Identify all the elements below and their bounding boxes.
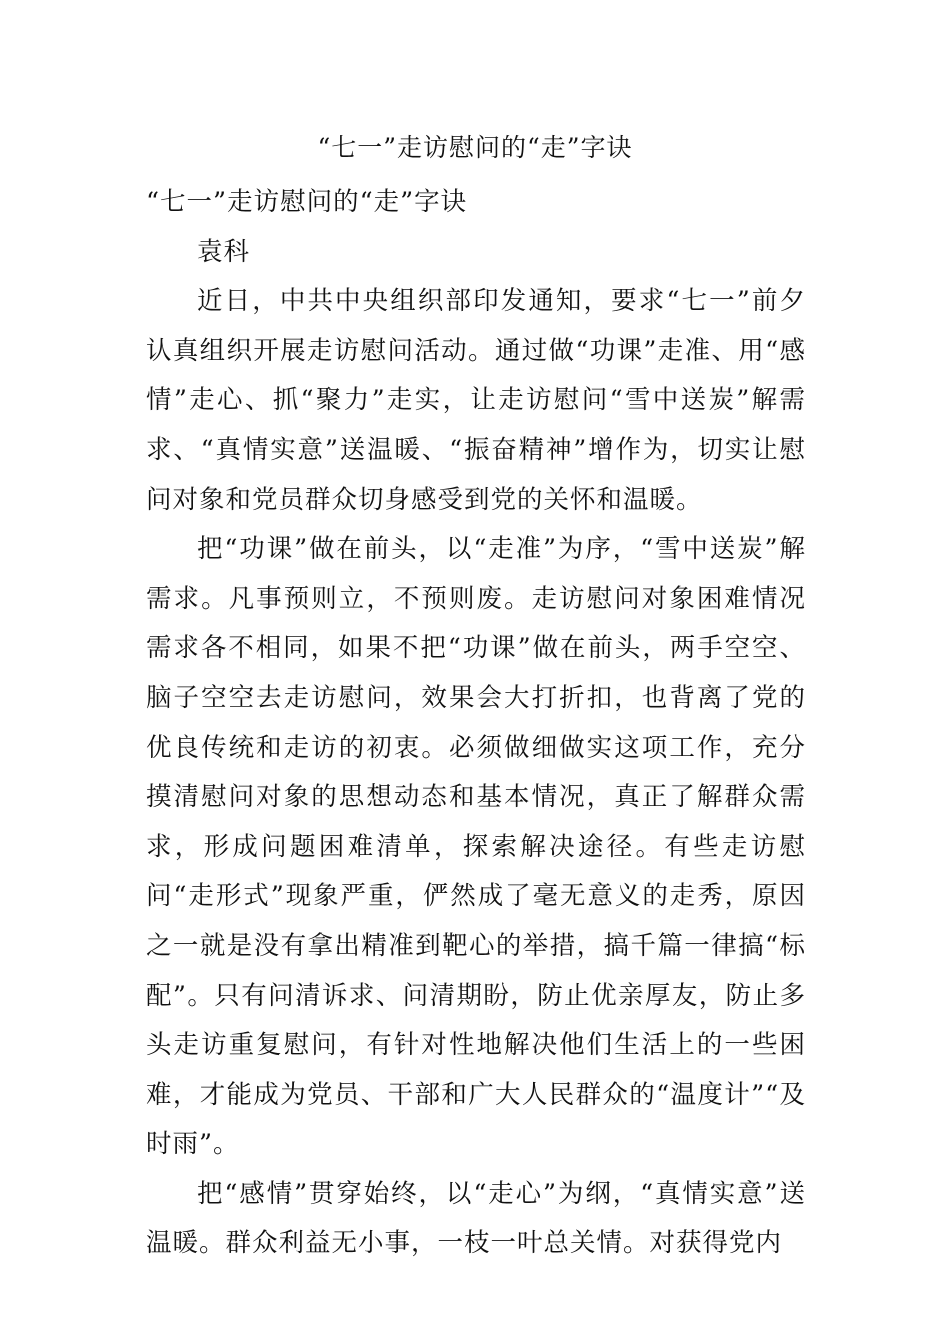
paragraph-intro: 近日，中共中央组织部印发通知，要求“七一”前夕认真组织开展走访慰问活动。通过做“功课”走准、用“感情”走心、抓“聚力”走实，让走访慰问“雪中送炭”解需求、“真情实意”送温暖、“振奋精神”增作为，切实让慰问对象和党员群众切身感受到党的关怀和温暖。 — [146, 286, 806, 515]
article-author: 袁科 — [197, 236, 251, 267]
article-subtitle: “七一”走访慰问的“走”字诀 — [146, 187, 468, 217]
document-body — [146, 178, 806, 1269]
document-title: “七一”走访慰问的“走”字诀 — [317, 133, 633, 162]
paragraph-homework: 把“功课”做在前头，以“走准”为序，“雪中送炭”解需求。凡事预则立，不预则废。走访慰问对象困难情况需求各不相同，如果不把“功课”做在前头，两手空空、脑子空空去走访慰问，效果会大打折扣，也背离了党的优良传统和走访的初衷。必须做细做实这项工作，充分摸清慰问对象的思想动态和基本情况，真正了解群众需求，形成问题困难清单，探索解决途径。有些走访慰问“走形式”现象严重，俨然成了毫无意义的走秀，原因之一就是没有拿出精准到靶心的举措，搞千篇一律搞“标配”。只有问清诉求、问清期盼，防止优亲厚友，防止多头走访重复慰问，有针对性地解决他们生活上的一些困难，才能成为党员、干部和广大人民群众的“温度计”“及时雨”。 — [146, 534, 806, 1160]
paragraph-emotion: 把“感情”贯穿始终，以“走心”为纲，“真情实意”送温暖。群众利益无小事，一枝一叶总关情。对获得党内 — [146, 1178, 806, 1259]
